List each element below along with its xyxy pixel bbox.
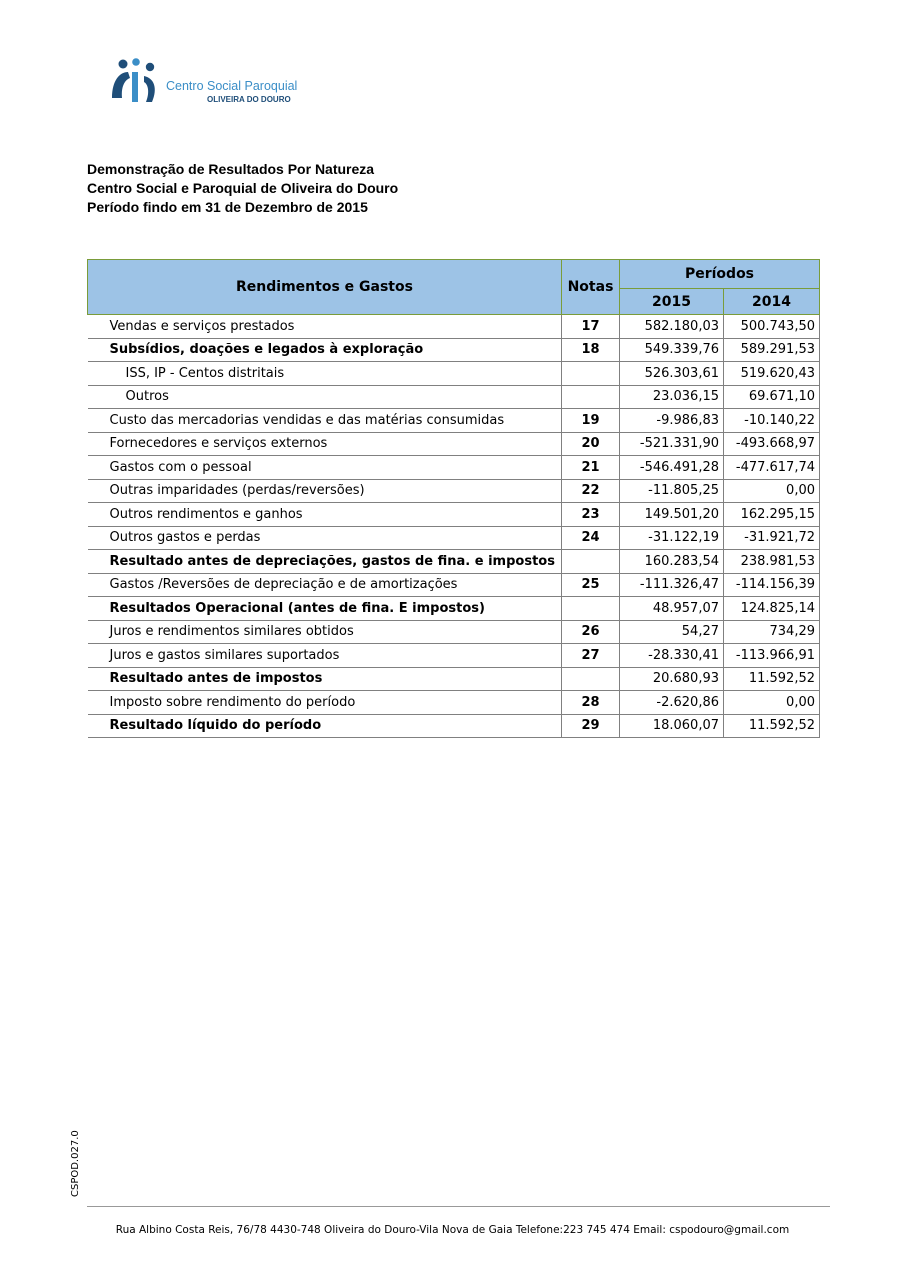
row-label: Resultado antes de depreciações, gastos de fina. e impostos xyxy=(88,550,562,574)
row-value-2015: -28.330,41 xyxy=(620,644,724,668)
table-row xyxy=(88,526,820,550)
logo-name: Centro Social Paroquial xyxy=(166,79,298,93)
table-row xyxy=(88,338,820,362)
row-value-2014: 11.592,52 xyxy=(724,714,820,738)
table-row xyxy=(88,362,820,386)
row-note xyxy=(562,550,620,574)
table-body xyxy=(88,315,820,738)
row-label: Gastos /Reversões de depreciação e de amortizações xyxy=(88,573,562,597)
row-value-2015: -2.620,86 xyxy=(620,691,724,715)
heading-entity: Centro Social e Paroquial de Oliveira do Douro xyxy=(87,180,399,196)
header-rendimentos-gastos: Rendimentos e Gastos xyxy=(88,260,562,315)
row-value-2014: 500.743,50 xyxy=(724,315,820,339)
row-label: Outros rendimentos e ganhos xyxy=(88,503,562,527)
row-value-2015: -111.326,47 xyxy=(620,573,724,597)
table-row xyxy=(88,550,820,574)
row-value-2015: 549.339,76 xyxy=(620,338,724,362)
row-label: Subsídios, doações e legados à exploração xyxy=(88,338,562,362)
row-value-2014: 519.620,43 xyxy=(724,362,820,386)
row-value-2014: 11.592,52 xyxy=(724,667,820,691)
row-value-2015: 149.501,20 xyxy=(620,503,724,527)
centro-social-logo-icon xyxy=(110,58,162,106)
row-label: Gastos com o pessoal xyxy=(88,456,562,480)
row-note xyxy=(562,362,620,386)
row-value-2014: 589.291,53 xyxy=(724,338,820,362)
row-value-2015: -11.805,25 xyxy=(620,479,724,503)
row-label: ISS, IP - Centos distritais xyxy=(88,362,562,386)
table-row xyxy=(88,714,820,738)
header-notas: Notas xyxy=(562,260,620,315)
row-note: 22 xyxy=(562,479,620,503)
income-statement-table xyxy=(87,259,820,738)
row-note: 24 xyxy=(562,526,620,550)
row-value-2015: -9.986,83 xyxy=(620,409,724,433)
row-value-2014: 0,00 xyxy=(724,691,820,715)
row-value-2015: 582.180,03 xyxy=(620,315,724,339)
table-row xyxy=(88,409,820,433)
row-label: Outras imparidades (perdas/reversões) xyxy=(88,479,562,503)
row-label: Imposto sobre rendimento do período xyxy=(88,691,562,715)
row-note: 23 xyxy=(562,503,620,527)
row-note: 25 xyxy=(562,573,620,597)
table-row xyxy=(88,573,820,597)
row-value-2015: 18.060,07 xyxy=(620,714,724,738)
row-note: 21 xyxy=(562,456,620,480)
table-row xyxy=(88,644,820,668)
row-value-2014: -31.921,72 xyxy=(724,526,820,550)
row-note: 27 xyxy=(562,644,620,668)
row-value-2014: 238.981,53 xyxy=(724,550,820,574)
row-value-2014: 0,00 xyxy=(724,479,820,503)
heading-title: Demonstração de Resultados Por Natureza xyxy=(87,161,375,177)
document-code: CSPOD.027.0 xyxy=(70,1130,81,1197)
row-label: Juros e gastos similares suportados xyxy=(88,644,562,668)
logo xyxy=(110,58,310,110)
row-value-2014: -113.966,91 xyxy=(724,644,820,668)
row-value-2015: 526.303,61 xyxy=(620,362,724,386)
row-value-2015: 160.283,54 xyxy=(620,550,724,574)
table-row xyxy=(88,315,820,339)
footer-address: Rua Albino Costa Reis, 76/78 4430-748 Oliveira do Douro-Vila Nova de Gaia Telefone:223 745 474 Email: cspodouro@gmail.com xyxy=(115,1224,790,1236)
row-value-2014: -114.156,39 xyxy=(724,573,820,597)
table-row xyxy=(88,432,820,456)
row-label: Custo das mercadorias vendidas e das matérias consumidas xyxy=(88,409,562,433)
row-label: Vendas e serviços prestados xyxy=(88,315,562,339)
header-year-2014: 2014 xyxy=(724,289,820,315)
row-value-2014: -477.617,74 xyxy=(724,456,820,480)
row-value-2015: 48.957,07 xyxy=(620,597,724,621)
table-row xyxy=(88,620,820,644)
row-note: 29 xyxy=(562,714,620,738)
row-label: Outros gastos e perdas xyxy=(88,526,562,550)
table-row xyxy=(88,503,820,527)
row-label: Juros e rendimentos similares obtidos xyxy=(88,620,562,644)
row-value-2014: 162.295,15 xyxy=(724,503,820,527)
row-value-2014: 69.671,10 xyxy=(724,385,820,409)
row-note: 28 xyxy=(562,691,620,715)
row-value-2014: -10.140,22 xyxy=(724,409,820,433)
row-label: Fornecedores e serviços externos xyxy=(88,432,562,456)
row-note xyxy=(562,597,620,621)
document-heading xyxy=(87,160,398,217)
row-note: 18 xyxy=(562,338,620,362)
row-value-2015: -521.331,90 xyxy=(620,432,724,456)
row-value-2015: -546.491,28 xyxy=(620,456,724,480)
table-row xyxy=(88,691,820,715)
table-row xyxy=(88,597,820,621)
row-note: 19 xyxy=(562,409,620,433)
row-label: Resultado líquido do período xyxy=(88,714,562,738)
row-value-2014: 734,29 xyxy=(724,620,820,644)
row-note: 17 xyxy=(562,315,620,339)
header-periodos: Períodos xyxy=(620,260,820,289)
row-value-2014: -493.668,97 xyxy=(724,432,820,456)
row-note: 20 xyxy=(562,432,620,456)
header-year-2015: 2015 xyxy=(620,289,724,315)
footer-divider xyxy=(87,1206,830,1207)
row-note: 26 xyxy=(562,620,620,644)
table-row xyxy=(88,456,820,480)
row-value-2015: 20.680,93 xyxy=(620,667,724,691)
table-row xyxy=(88,479,820,503)
row-label: Outros xyxy=(88,385,562,409)
row-label: Resultados Operacional (antes de fina. E impostos) xyxy=(88,597,562,621)
row-note xyxy=(562,385,620,409)
row-value-2015: 54,27 xyxy=(620,620,724,644)
logo-subtitle: OLIVEIRA DO DOURO xyxy=(207,95,291,104)
row-value-2015: -31.122,19 xyxy=(620,526,724,550)
row-note xyxy=(562,667,620,691)
table-row xyxy=(88,385,820,409)
row-label: Resultado antes de impostos xyxy=(88,667,562,691)
row-value-2015: 23.036,15 xyxy=(620,385,724,409)
row-value-2014: 124.825,14 xyxy=(724,597,820,621)
heading-period: Período findo em 31 de Dezembro de 2015 xyxy=(87,199,368,215)
table-row xyxy=(88,667,820,691)
